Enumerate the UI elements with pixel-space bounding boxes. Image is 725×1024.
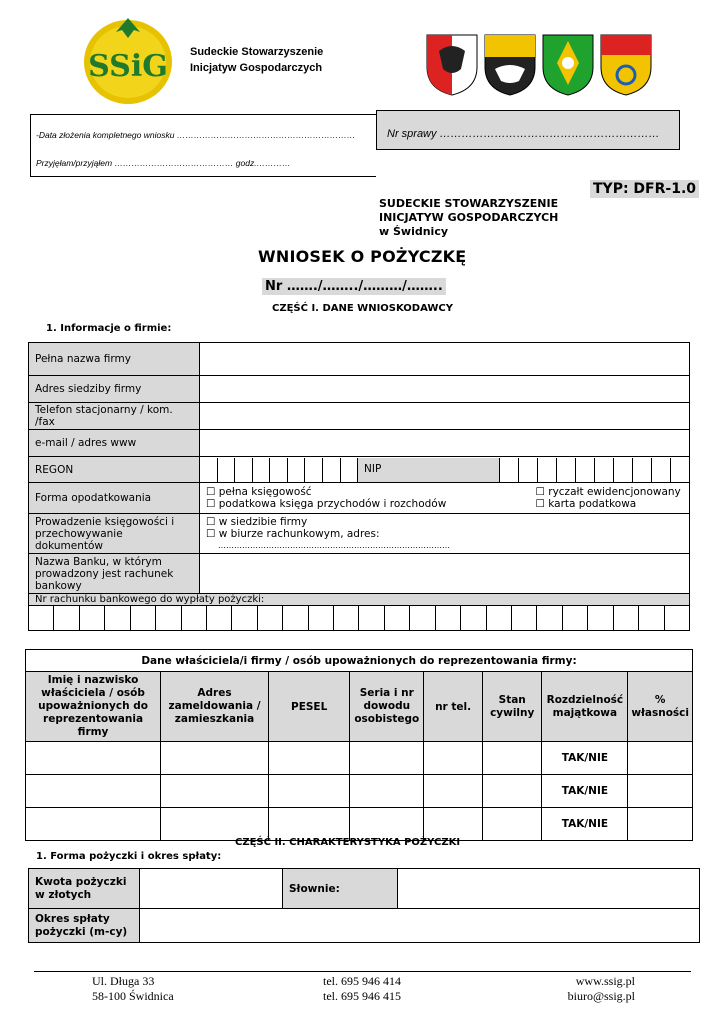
phone-input[interactable] [200, 403, 690, 430]
accounting-option-bureau[interactable]: ☐ w biurze rachunkowym, adres: [206, 527, 380, 540]
owner-row [26, 808, 693, 841]
regon-input[interactable] [200, 458, 358, 482]
owner-cell[interactable] [424, 808, 483, 841]
footer-phone-1: tel. 695 946 414 [323, 974, 401, 988]
col-id-number: Seria i nr dowodu osobistego [350, 672, 424, 742]
col-ownership-percent: % własności [628, 672, 693, 742]
accounting-option-office[interactable]: ☐ w siedzibie firmy [206, 515, 308, 528]
footer-city: 58-100 Świdnica [92, 989, 174, 1003]
loan-amount-label: Kwota pożyczki w złotych [29, 869, 140, 909]
col-phone: nr tel. [424, 672, 483, 742]
footer-street: Ul. Długa 33 [92, 974, 155, 988]
full-name-input[interactable] [200, 343, 690, 376]
document-type: TYP: DFR-1.0 [590, 180, 699, 198]
owner-cell[interactable] [161, 742, 269, 775]
owner-cell[interactable] [161, 808, 269, 841]
tax-option-revenue-book[interactable]: ☐ podatkowa księga przychodów i rozchodów [206, 498, 447, 510]
footer-phone-2: tel. 695 946 415 [323, 989, 401, 1003]
owner-cell[interactable] [628, 808, 693, 841]
footer-divider [34, 971, 691, 972]
owner-cell[interactable] [424, 775, 483, 808]
office-use-box [30, 114, 376, 177]
company-info-table [28, 342, 690, 631]
owner-cell[interactable] [268, 742, 349, 775]
org-block-line-3: w Świdnicy [379, 225, 449, 238]
tax-options-left [200, 483, 530, 514]
email-label: e-mail / adres www [29, 430, 200, 457]
account-number-label: Nr rachunku bankowego do wypłaty pożyczki: [29, 594, 690, 606]
org-line-2: Inicjatyw Gospodarczych [190, 62, 323, 74]
application-number: Nr ……./……../………/…….. [262, 278, 446, 295]
accounting-label: Prowadzenie księgowości i przechowywanie dokumentów [29, 514, 200, 554]
tax-form-label: Forma opodatkowania [29, 483, 200, 514]
col-property-separation: Rozdzielność majątkowa [542, 672, 628, 742]
owner-cell[interactable] [26, 808, 161, 841]
municipal-crests [425, 33, 653, 97]
bureau-address-field[interactable]: …………………………………………………………………………… [218, 540, 450, 550]
owner-row [26, 775, 693, 808]
tax-option-lump-sum[interactable]: ☐ ryczałt ewidencjonowany [535, 486, 681, 498]
tax-option-full-accounting[interactable]: ☐ pełna księgowość [206, 486, 312, 498]
section-loan-heading: 1. Forma pożyczki i okres spłaty: [36, 851, 222, 862]
owner-cell[interactable] [628, 775, 693, 808]
org-name-header [190, 44, 323, 76]
bank-name-label: Nazwa Banku, w którym prowadzony jest rachunek bankowy [29, 554, 200, 594]
owner-cell[interactable] [26, 775, 161, 808]
address-label: Adres siedziby firmy [29, 376, 200, 403]
crest-3-icon [543, 35, 593, 95]
logo-text: SSiG [88, 49, 168, 84]
footer-email-link[interactable]: biuro@ssig.pl [567, 989, 635, 1003]
repayment-period-input[interactable] [140, 909, 700, 943]
tax-option-tax-card[interactable]: ☐ karta podatkowa [535, 498, 637, 510]
crest-4-icon [601, 35, 651, 95]
received-by-field: Przyjęłam/przyjąłem …………………………………… godz.………… [36, 158, 291, 168]
property-separation-choice[interactable]: TAK/NIE [542, 742, 628, 775]
owner-cell[interactable] [483, 742, 542, 775]
ssig-logo [78, 14, 178, 106]
regon-label: REGON [29, 457, 200, 483]
owner-cell[interactable] [268, 775, 349, 808]
owner-cell[interactable] [483, 808, 542, 841]
owner-cell[interactable] [268, 808, 349, 841]
property-separation-choice[interactable]: TAK/NIE [542, 808, 628, 841]
part-2-heading: CZĘŚĆ II. CHARAKTERYSTYKA POŻYCZKI [235, 837, 461, 848]
submission-date-field: -Data złożenia kompletnego wniosku ……………………………………………………… [36, 130, 356, 140]
amount-words-input[interactable] [398, 869, 700, 909]
owners-table [25, 649, 693, 841]
col-owner-name: Imię i nazwisko właściciela / osób upoważnionych do reprezentowania firmy [26, 672, 161, 742]
page-title: WNIOSEK O POŻYCZKĘ [258, 247, 467, 266]
bank-name-input[interactable] [200, 554, 690, 594]
loan-table [28, 868, 700, 943]
repayment-period-label: Okres spłaty pożyczki (m-cy) [29, 909, 140, 943]
org-block-line-2: INICJATYW GOSPODARCZYCH [379, 211, 559, 224]
crest-2-icon [485, 35, 535, 95]
owner-cell[interactable] [628, 742, 693, 775]
case-number-field: Nr sprawy …………………………………………………… [387, 128, 660, 140]
loan-amount-input[interactable] [140, 869, 283, 909]
org-name-block [379, 197, 558, 239]
org-block-line-1: SUDECKIE STOWARZYSZENIE [379, 197, 559, 210]
owner-cell[interactable] [424, 742, 483, 775]
footer-phones [323, 974, 401, 1004]
nip-label: NIP [358, 458, 500, 482]
property-separation-choice[interactable]: TAK/NIE [542, 775, 628, 808]
col-pesel: PESEL [268, 672, 349, 742]
case-number-box [376, 110, 680, 150]
full-name-label: Pełna nazwa firmy [29, 343, 200, 376]
amount-words-label: Słownie: [283, 869, 398, 909]
owner-cell[interactable] [26, 742, 161, 775]
address-input[interactable] [200, 376, 690, 403]
owner-cell[interactable] [350, 742, 424, 775]
nip-input[interactable] [500, 458, 689, 482]
owners-caption: Dane właściciela/i firmy / osób upoważnionych do reprezentowania firmy: [26, 650, 693, 672]
owner-row [26, 742, 693, 775]
col-marital-status: Stan cywilny [483, 672, 542, 742]
col-address: Adres zameldowania / zamieszkania [161, 672, 269, 742]
footer-website-link[interactable]: www.ssig.pl [575, 974, 635, 988]
email-input[interactable] [200, 430, 690, 457]
accounting-options [200, 514, 690, 554]
phone-label: Telefon stacjonarny / kom. /fax [29, 403, 200, 430]
tax-options-right [530, 483, 690, 514]
account-number-input[interactable] [29, 606, 689, 630]
owner-cell[interactable] [350, 808, 424, 841]
section-1-heading: 1. Informacje o firmie: [46, 323, 172, 334]
footer-address [92, 974, 174, 1004]
owner-cell[interactable] [350, 775, 424, 808]
part-1-heading: CZĘŚĆ I. DANE WNIOSKODAWCY [272, 303, 453, 314]
crest-1-icon [427, 35, 477, 95]
owner-cell[interactable] [483, 775, 542, 808]
owner-cell[interactable] [161, 775, 269, 808]
footer-contact [568, 974, 635, 1004]
org-line-1: Sudeckie Stowarzyszenie [190, 46, 324, 58]
